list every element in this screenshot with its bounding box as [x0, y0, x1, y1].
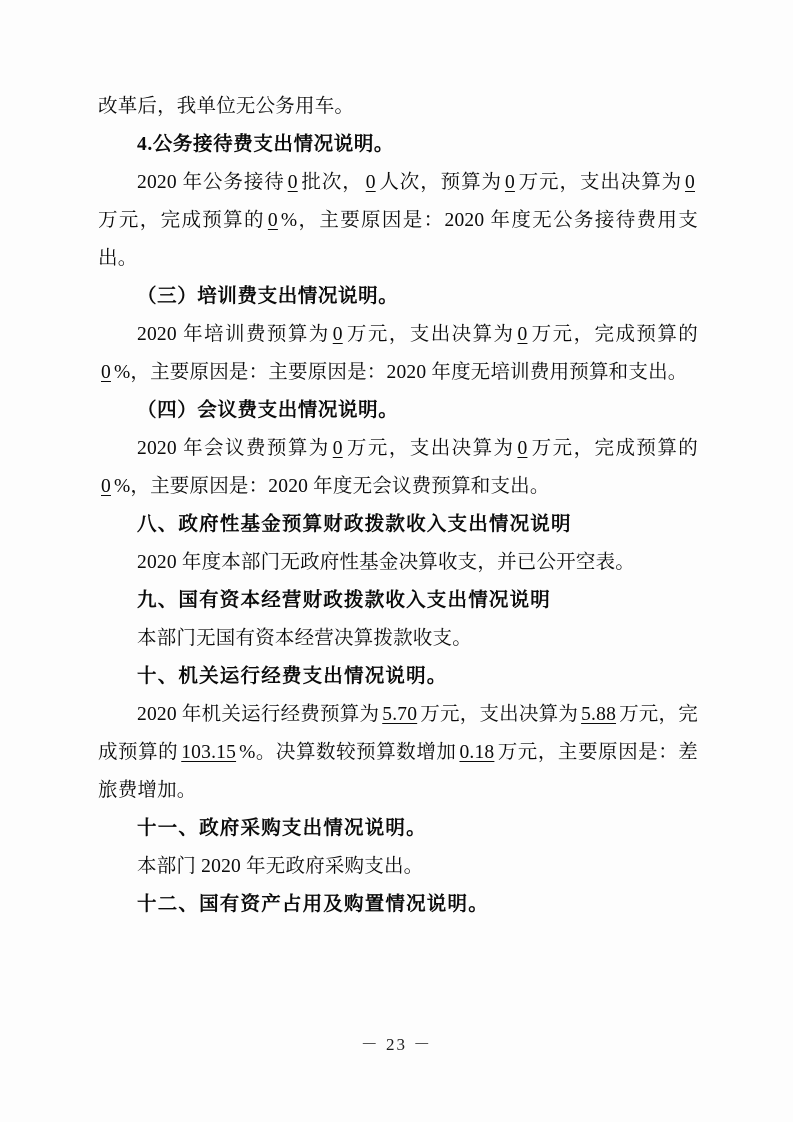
- value-增加金额: 0.18: [459, 742, 495, 763]
- text-run: 万元，完成预算的: [98, 704, 698, 763]
- text-run: 2020 年机关运行经费预算为: [137, 704, 380, 725]
- text-run: 万元，支出决算为: [345, 324, 515, 345]
- heading-会议费: （四）会议费支出情况说明。: [137, 400, 399, 421]
- text-run: 万元，支出决算为: [345, 438, 515, 459]
- value-人次: 0: [365, 172, 376, 193]
- paragraph-政府性基金说明: 2020 年度本部门无政府性基金决算收支，并已公开空表。: [137, 552, 635, 573]
- text-run: %。决算数较预算数增加: [239, 742, 457, 763]
- value-机关运行经费预算: 5.70: [382, 704, 418, 725]
- text-run: %，主要原因是：2020 年度无会议费预算和支出。: [113, 476, 550, 497]
- value-机关运行经费决算: 5.88: [581, 704, 617, 725]
- value-支出决算: 0: [685, 172, 695, 193]
- text-run: 2020 年培训费预算为: [137, 324, 330, 345]
- paragraph-培训费说明: [98, 316, 698, 392]
- value-培训费决算: 0: [517, 324, 528, 345]
- heading-九-国有资本经营: 九、国有资本经营财政拨款收入支出情况说明: [137, 590, 552, 611]
- page-footer: [0, 1030, 793, 1055]
- value-会议费完成比: 0: [101, 476, 111, 497]
- footer-dash-left: －: [360, 1035, 380, 1054]
- text-run: 万元，主要原因是：差旅费增加。: [98, 742, 698, 801]
- value-预算: 0: [504, 172, 515, 193]
- paragraph-改革后: 改革后，我单位无公务用车。: [98, 96, 355, 117]
- text-run: %，主要原因是：主要原因是：2020 年度无培训费用预算和支出。: [113, 362, 688, 383]
- value-机关运行经费完成比: 103.15: [181, 742, 237, 763]
- text-run: 批次，: [300, 172, 363, 193]
- text-run: 2020 年会议费预算为: [137, 438, 330, 459]
- paragraph-国有资本经营说明: 本部门无国有资本经营决算拨款收支。: [137, 628, 472, 649]
- text-run: 万元，完成预算的: [530, 324, 698, 345]
- text-run: 万元，支出决算为: [420, 704, 579, 725]
- value-培训费完成比: 0: [101, 362, 111, 383]
- text-run: %，主要原因是：2020 年度无公务接待费用支出。: [98, 210, 698, 269]
- text-run: 2020 年公务接待: [137, 172, 285, 193]
- value-会议费决算: 0: [517, 438, 528, 459]
- page-number: 23: [386, 1035, 407, 1054]
- text-run: 万元，完成预算的: [530, 438, 698, 459]
- heading-十一-政府采购: 十一、政府采购支出情况说明。: [137, 818, 427, 839]
- value-批次: 0: [287, 172, 298, 193]
- value-完成预算百分比: 0: [267, 210, 278, 231]
- paragraph-政府采购说明: 本部门 2020 年无政府采购支出。: [137, 856, 424, 877]
- heading-培训费: （三）培训费支出情况说明。: [137, 286, 399, 307]
- heading-公务接待费: 4.公务接待费支出情况说明。: [137, 134, 395, 155]
- value-会议费预算: 0: [332, 438, 343, 459]
- footer-dash-right: －: [413, 1035, 433, 1054]
- value-培训费预算: 0: [332, 324, 343, 345]
- paragraph-机关运行经费说明: [98, 696, 698, 810]
- page-body: [98, 88, 698, 924]
- text-run: 人次，预算为: [378, 172, 502, 193]
- heading-十二-国有资产占用: 十二、国有资产占用及购置情况说明。: [137, 894, 489, 915]
- heading-八-政府性基金: 八、政府性基金预算财政拨款收入支出情况说明: [137, 514, 572, 535]
- heading-十-机关运行经费: 十、机关运行经费支出情况说明。: [137, 666, 448, 687]
- text-run: 万元，完成预算的: [98, 210, 265, 231]
- paragraph-会议费说明: [98, 430, 698, 506]
- paragraph-公务接待费说明: [98, 164, 698, 278]
- text-run: 万元，支出决算为: [517, 172, 683, 193]
